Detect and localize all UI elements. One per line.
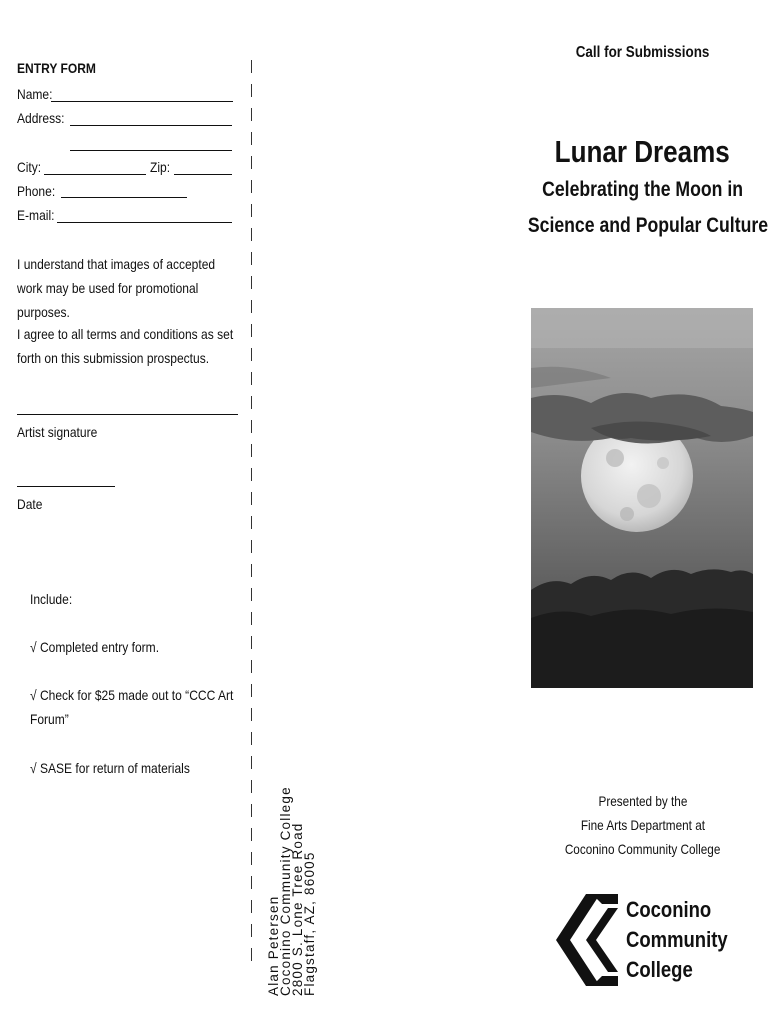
page-title: Lunar Dreams	[554, 134, 731, 169]
logo-text-line-3: College	[626, 957, 693, 982]
logo-text-line-2: Community	[626, 927, 728, 952]
phone-label: Phone:	[17, 183, 56, 199]
name-underline	[51, 101, 233, 102]
zip-label: Zip:	[150, 159, 171, 175]
return-address-org: Coconino Community College	[278, 786, 293, 996]
return-address-city: Flagstaff, AZ, 86005	[302, 851, 317, 996]
entry-form-title: ENTRY FORM	[17, 60, 96, 76]
address-underline-1	[70, 125, 232, 126]
name-field[interactable]	[17, 82, 58, 102]
presented-by-line-1: Presented by the	[598, 793, 687, 809]
return-address-name: Alan Petersen	[266, 895, 281, 996]
subtitle-line-1: Celebrating the Moon in	[542, 178, 743, 201]
zip-underline	[174, 174, 232, 175]
signature-line[interactable]	[17, 414, 238, 415]
return-address-street: 2800 S. Lone Tree Road	[290, 822, 305, 996]
name-label: Name:	[17, 86, 53, 102]
college-logo	[552, 890, 732, 990]
call-for-submissions-heading: Call for Submissions	[575, 44, 710, 61]
address-label: Address:	[17, 110, 65, 126]
moon-photo	[531, 308, 753, 688]
zip-field[interactable]	[150, 155, 173, 175]
include-item: √ Completed entry form.	[30, 639, 160, 655]
city-field[interactable]	[17, 155, 45, 175]
college-logo-mark-icon	[552, 890, 626, 990]
signature-label: Artist signature	[17, 424, 98, 440]
presented-by-line-3: Coconino Community College	[564, 841, 721, 857]
return-address	[268, 786, 316, 996]
email-field[interactable]	[17, 203, 61, 223]
include-heading: Include:	[30, 591, 73, 607]
presented-by-line-2: Fine Arts Department at	[580, 817, 705, 833]
logo-text-line-1: Coconino	[626, 897, 712, 922]
fold-line	[251, 60, 252, 965]
consent-terms-text: I agree to all terms and conditions as set forth on this submission prospectus.	[17, 326, 234, 366]
include-item: √ Check for $25 made out to “CCC Art Forum”	[30, 687, 234, 727]
date-label: Date	[17, 496, 43, 512]
date-line[interactable]	[17, 486, 115, 487]
include-item: √ SASE for return of materials	[30, 760, 190, 776]
city-underline	[44, 174, 146, 175]
email-underline	[57, 222, 232, 223]
consent-promotional-text: I understand that images of accepted work may be used for promotional purposes.	[17, 256, 216, 320]
phone-field[interactable]	[17, 179, 61, 199]
email-label: E-mail:	[17, 207, 55, 223]
subtitle-line-2: Science and Popular Culture	[527, 214, 769, 237]
address-field[interactable]	[17, 106, 72, 126]
address-underline-2	[70, 150, 232, 151]
city-label: City:	[17, 159, 42, 175]
phone-underline	[61, 197, 187, 198]
